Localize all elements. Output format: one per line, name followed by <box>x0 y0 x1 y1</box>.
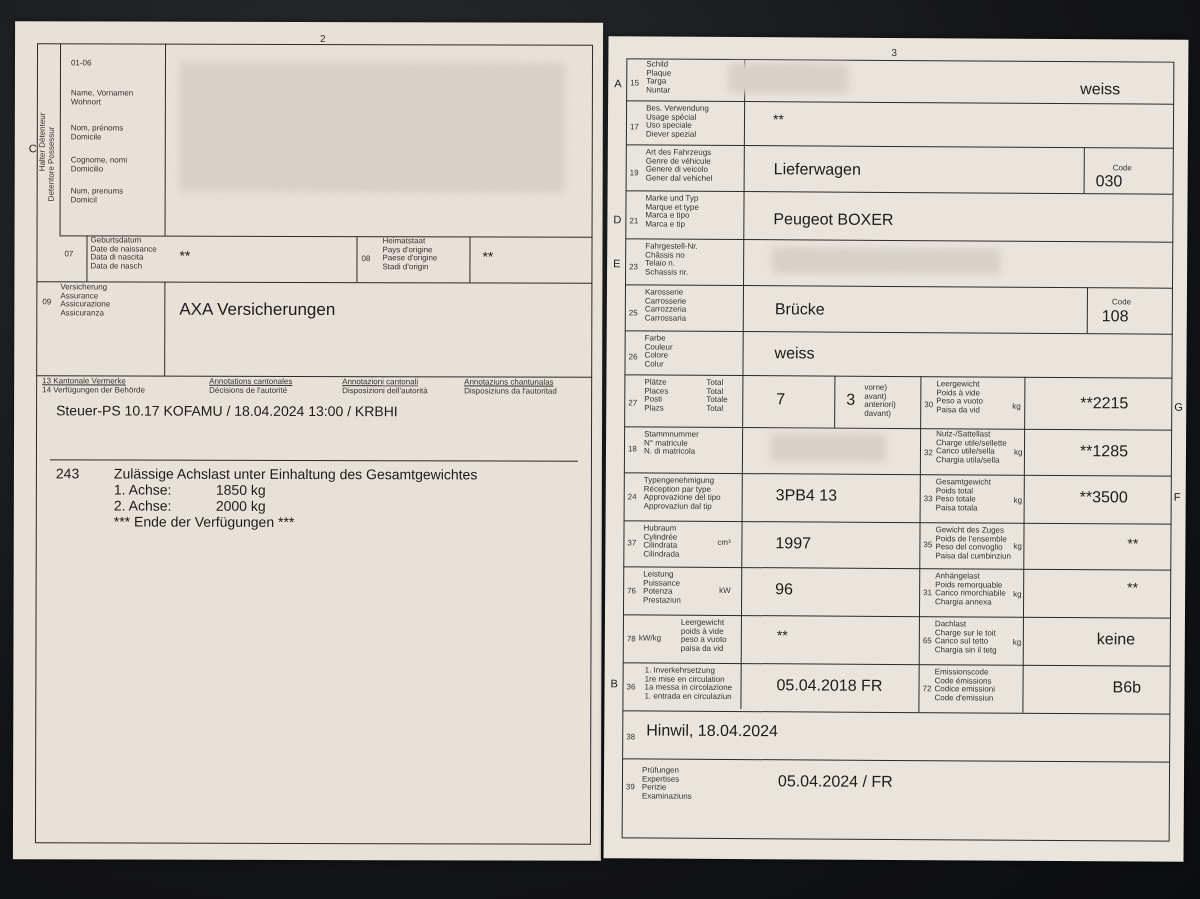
field-07-code: 07 <box>64 249 74 259</box>
row-24-code: 24 <box>627 492 637 502</box>
field-07-labels: Geburtsdatum Date de naissance Data di nascita Data de nasch <box>90 235 157 271</box>
holder-label-1: Halter Détenteur <box>37 112 47 172</box>
row-31-unit: kg <box>1013 589 1022 599</box>
row-18-code: 18 <box>627 444 637 454</box>
row-23-code: 23 <box>629 262 639 272</box>
decision-code: 243 <box>55 465 80 482</box>
trailer-load-value: ** <box>1127 579 1139 596</box>
row-76-code: 76 <box>627 586 637 596</box>
seats-total-value: 7 <box>776 391 786 409</box>
row-27-code: 27 <box>628 398 638 408</box>
first-registration-value: 05.04.2018 FR <box>776 677 883 695</box>
row-33-labels: Gesamtgewicht Poids total Peso totale Paisa totala <box>935 477 991 512</box>
side-letter-g: G <box>1174 401 1183 414</box>
row-65-unit: kg <box>1012 637 1022 647</box>
row-72-code: 72 <box>922 684 932 694</box>
field-09-labels: Versicherung Assurance Assicurazione Assicuranza <box>60 282 111 317</box>
page-number-right: 3 <box>891 47 898 59</box>
row-33-code: 33 <box>923 494 933 504</box>
field-14-label-it: Disposizioni dell'autorità <box>342 386 428 396</box>
row-15-labels: Schild Plaque Targa Nuntar <box>646 59 672 95</box>
special-use-value: ** <box>772 111 784 128</box>
side-letter-a: A <box>614 78 622 91</box>
decisions-end: *** Ende der Verfügungen *** <box>113 513 295 530</box>
row-27-labels: Plätze Places Posti Plazs <box>644 377 669 413</box>
row-15-code: 15 <box>630 78 640 88</box>
row-19-code: 19 <box>629 168 639 178</box>
seats-front-labels: vorne) avant) anteriori) davant) <box>864 382 896 418</box>
type-approval-value: 3PB4 13 <box>775 487 838 505</box>
row-78-code: 78 <box>626 634 636 644</box>
name-label-de: Name, Vornamen Wohnort <box>70 88 134 106</box>
power-value: 96 <box>775 581 793 599</box>
field-13-label-rm: Annotaziuns chantunalas <box>464 377 554 387</box>
seats-front-value: 3 <box>846 391 856 409</box>
axle-2-value: 2000 kg <box>215 497 266 514</box>
row-27-total-labels: Total Total Totale Total <box>706 377 728 413</box>
steuer-line: Steuer-PS 10.17 KOFAMU / 18.04.2024 13:00 / KRBHI <box>56 402 398 420</box>
row-35-labels: Gewicht des Zuges Poids de l'ensemble Peso del convoglio Paisa dal cumbinziun <box>935 525 1011 561</box>
row-37-code: 37 <box>627 538 637 548</box>
row-39-labels: Prüfungen Expertises Perizie Examinaziuns <box>641 765 692 801</box>
row-72-labels: Emissionscode Code émissions Codice emissioni Code d'emissiun <box>934 667 996 703</box>
decision-title: Zulässige Achslast unter Einhaltung des Gesamtgewichtes <box>113 465 478 483</box>
row-76-labels: Leistung Puissance Potenza Prestaziun <box>643 569 681 605</box>
name-label-it: Cognome, nomi Domicilio <box>70 155 128 173</box>
row-78-unit: kW/kg <box>638 633 662 643</box>
chassis-number-redacted <box>772 247 1000 274</box>
left-page <box>13 21 603 861</box>
roof-load-value: keine <box>1096 631 1136 649</box>
plate-color-value: weiss <box>1080 81 1121 99</box>
side-letter-f: F <box>1173 491 1181 504</box>
row-35-unit: kg <box>1013 541 1022 551</box>
color-value: weiss <box>774 345 815 363</box>
row-37-unit: cm³ <box>717 537 731 547</box>
row-39-code: 39 <box>625 782 635 792</box>
field-13-label-it: Annotazioni cantonali <box>342 377 419 387</box>
field-08-value: ** <box>482 248 494 265</box>
row-30-labels: Leergewicht Poids à vide Peso a vuoto Paisa da vid <box>936 379 984 415</box>
row-17-labels: Bes. Verwendung Usage spécial Uso speciale Diever spezial <box>645 103 709 139</box>
field-14-label: 14 Verfügungen der Behörde <box>42 385 145 395</box>
field-14-label-fr: Décisions de l'autorité <box>209 385 288 395</box>
row-24-labels: Typengenehmigung Réception par type Approvazione del tipo Approvaziun dal tip <box>643 475 721 511</box>
row-31-code: 31 <box>923 588 933 598</box>
power-weight-value: ** <box>776 627 788 644</box>
make-model-value: Peugeot BOXER <box>773 211 894 229</box>
body-code-label: Code <box>1111 297 1132 307</box>
insurance-value: AXA Versicherungen <box>179 299 336 320</box>
row-25-code: 25 <box>628 308 638 318</box>
name-label-rm: Num, prenums Domicil <box>70 186 124 204</box>
empty-weight-value: **2215 <box>1080 395 1129 413</box>
emission-code-value: B6b <box>1112 679 1142 697</box>
row-21-code: 21 <box>629 216 639 226</box>
row-18-labels: Stammnummer N° matricule N. di matricola <box>643 429 699 456</box>
body-type-value: Brücke <box>774 301 825 319</box>
field-13-label-fr: Annotations cantonales <box>209 376 293 386</box>
row-17-code: 17 <box>629 122 639 132</box>
row-35-code: 35 <box>923 540 933 550</box>
row-32-unit: kg <box>1013 447 1023 457</box>
right-page <box>603 36 1188 862</box>
vehicle-type-value: Lieferwagen <box>773 161 861 179</box>
row-38-code: 38 <box>626 732 636 742</box>
row-26-code: 26 <box>628 352 638 362</box>
registration-number-redacted <box>771 433 886 462</box>
payload-value: **1285 <box>1079 443 1129 461</box>
row-30-unit: kg <box>1012 401 1021 411</box>
row-21-labels: Marke und Typ Marque et type Marca e tipo Marca e tip <box>645 193 699 229</box>
row-25-labels: Karosserie Carrosserie Carrozzeria Carrossaria <box>644 287 687 323</box>
field-08-labels: Heimatstaat Pays d'origine Paese d'origine Stadi d'origin <box>382 236 438 271</box>
row-78-labels: Leergewicht poids à vide peso a vuoto paisa da vid <box>680 617 727 653</box>
row-32-labels: Nutz-/Sattellast Charge utile/sellette Carico utile/sella Chargia utila/sella <box>935 429 1007 465</box>
field-07-value: ** <box>179 247 191 264</box>
name-label-fr: Nom, prénoms Domicile <box>70 123 124 141</box>
row-65-labels: Dachlast Charge sur le toit Carico sul tetto Chargia sin il tetg <box>934 619 997 655</box>
row-33-unit: kg <box>1013 495 1023 505</box>
plate-redacted <box>728 63 848 94</box>
row-37-labels: Hubraum Cylindrée Cilindrata Cilindrada <box>643 523 680 559</box>
field-13-label: 13 Kantonale Vermerke <box>42 376 126 386</box>
vehicle-type-code-label: Code <box>1112 163 1132 173</box>
body-code-value: 108 <box>1101 308 1129 326</box>
side-letter-b: B <box>610 678 618 691</box>
field-08-code: 08 <box>361 254 371 264</box>
field-14-label-rm: Disposiziuns da l'autoritad <box>464 386 557 396</box>
place-date-value: Hinwil, 18.04.2024 <box>646 722 778 741</box>
row-30-code: 30 <box>924 400 934 410</box>
row-32-code: 32 <box>923 448 933 458</box>
vehicle-type-code: 030 <box>1095 173 1123 191</box>
gross-weight-value: **3500 <box>1079 489 1128 507</box>
holder-label-2: Detentore Possessur <box>46 126 56 202</box>
row-36-code: 36 <box>626 682 636 692</box>
train-weight-value: ** <box>1127 535 1139 552</box>
row-19-labels: Art des Fahrzeugs Genre de véhicule Genere di veicolo Gener dal vehichel <box>645 147 713 183</box>
row-76-unit: kW <box>719 585 731 595</box>
field-09-code: 09 <box>42 297 52 307</box>
inspection-value: 05.04.2024 / FR <box>777 773 893 791</box>
side-letter-d: D <box>613 214 622 227</box>
displacement-value: 1997 <box>775 535 812 553</box>
axle-2-label: 2. Achse: <box>113 497 172 514</box>
row-36-labels: 1. Inverkehrsetzung 1re mise en circulation 1a messa in circolazione 1. entrada en circulaziun <box>644 665 733 701</box>
axle-1-value: 1850 kg <box>215 481 266 498</box>
page-number-left: 2 <box>320 34 326 46</box>
side-letter-e: E <box>613 258 621 271</box>
row-65-code: 65 <box>922 636 932 646</box>
axle-1-label: 1. Achse: <box>113 481 172 498</box>
row-26-labels: Farbe Couleur Colore Colur <box>644 333 673 369</box>
side-letter-c: C <box>28 143 37 156</box>
field-01-code: 01-06 <box>70 58 92 68</box>
row-23-labels: Fahrgestell-Nr. Châssis no Telaio n. Schassis nr. <box>645 241 698 277</box>
holder-name-redacted <box>180 62 565 193</box>
row-31-labels: Anhängelast Poids remorquable Carico rimorchiabile Chargia annexa <box>935 571 1006 607</box>
